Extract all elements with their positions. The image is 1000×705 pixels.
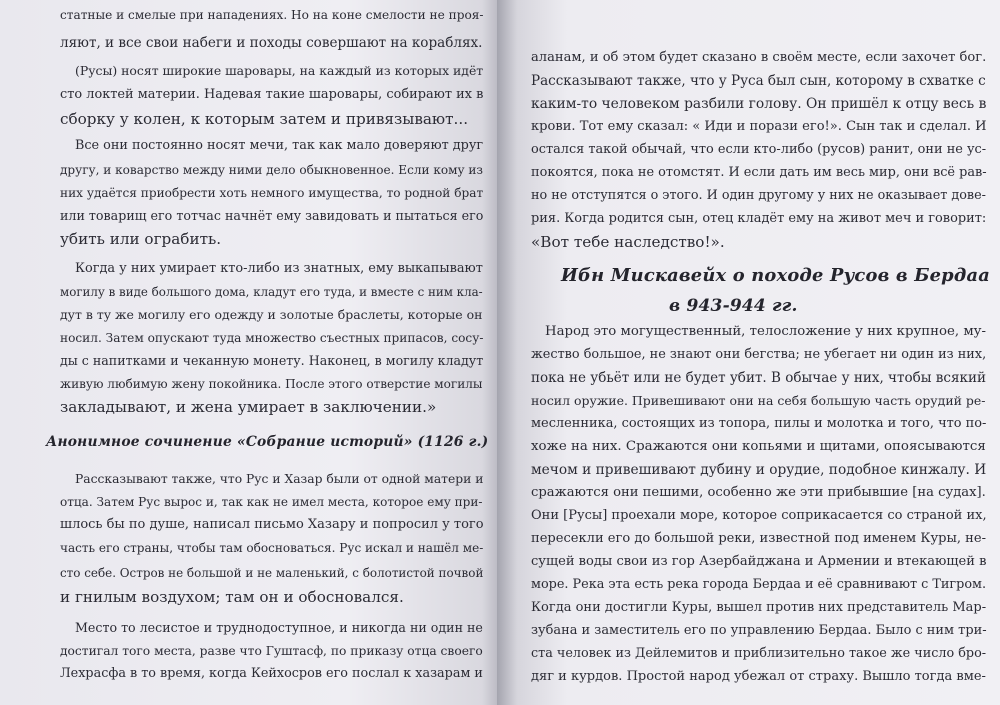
text-line: шлось бы по душе, написал письмо Хазару и попросил у того	[60, 517, 484, 532]
text-line: покоятся, пока не отомстят. И если дать им весь мир, они всё рав-	[531, 165, 987, 180]
right-page	[497, 0, 1000, 705]
text-line: Все они постоянно носят мечи, так как мало доверяют друг	[75, 138, 484, 153]
text-line: сборку у колен, к которым затем и привязывают...	[60, 110, 469, 128]
text-line: пока не убьёт или не будет убит. В обычае у них, чтобы всякий	[531, 370, 986, 386]
text-line: месленника, состоящих из топора, пилы и молотка и того, что по-	[531, 416, 987, 431]
text-line: закладывают, и жена умирает в заключении.»	[60, 398, 437, 416]
text-line: дут в ту же могилу его одежду и золотые браслеты, которые он	[60, 307, 483, 322]
text-line: Народ это могущественный, телосложение у них крупное, му-	[545, 324, 986, 339]
text-line: и гнилым воздухом; там он и обосновался.	[60, 588, 404, 606]
text-line: сущей воды свои из гор Азербайджана и Армении и втекающей в	[531, 554, 987, 569]
text-line: жество большое, не знают они бегства; не убегает ни один из них,	[531, 347, 987, 362]
text-line: хоже на них. Сражаются они копьями и щитами, опоясываются	[531, 439, 986, 454]
text-line: рия. Когда родится сын, отец кладёт ему на живот меч и говорит:	[531, 211, 987, 226]
text-line: Они [Русы] проехали море, которое соприкасается со страной их,	[531, 508, 987, 523]
text-line: ста человек из Дейлемитов и приблизительно такое же число бро-	[531, 646, 987, 661]
text-line: убить или ограбить.	[60, 230, 222, 248]
text-line: зубана и заместитель его по управлению Бердаа. Было с ним три-	[531, 623, 987, 638]
text-line: Лехрасфа в то время, когда Кейхосров его послал к хазарам и	[60, 666, 483, 681]
text-line: дяг и курдов. Простой народ убежал от страху. Вышло тогда вме-	[531, 669, 986, 684]
text-line: или товарищ его тотчас начнёт ему завидовать и пытаться его	[60, 208, 484, 223]
text-line: каким-то человеком разбили голову. Он пришёл к отцу весь в	[531, 96, 987, 112]
text-line: живую любимую жену покойника. После этого отверстие могилы	[60, 377, 483, 391]
text-line: могилу в виде большого дома, кладут его туда, и вместе с ним кла-	[60, 285, 483, 299]
text-line: другу, и коварство между ними дело обыкновенное. Если кому из	[60, 163, 483, 177]
section-heading: Анонимное сочинение «Собрание историй» (1126 г.)	[46, 434, 489, 450]
text-line: мечом и привешивают дубину и орудие, подобное кинжалу. И	[531, 462, 987, 478]
text-line: «Вот тебе наследство!».	[531, 233, 725, 251]
text-line: сражаются они пешими, особенно же эти прибывшие [на судах].	[531, 485, 986, 500]
text-line: ды с напитками и чеканную монету. Наконец, в могилу кладут	[60, 353, 484, 368]
text-line: Место то лесистое и труднодоступное, и никогда ни один не	[75, 620, 483, 635]
text-line: статные и смелые при нападениях. Но на коне смелости не проя-	[60, 8, 484, 22]
text-line: (Русы) носят широкие шаровары, на каждый из которых идёт	[75, 63, 484, 78]
text-line: пересекли его до большой реки, известной под именем Куры, не-	[531, 531, 986, 546]
section-heading-date: в 943-944 гг.	[669, 296, 798, 316]
text-line: Рассказывают также, что у Руса был сын, которому в схватке с	[531, 73, 986, 89]
text-line: Когда у них умирает кто-либо из знатных, ему выкапывают	[75, 261, 483, 276]
text-line: сто себе. Остров не большой и не маленький, с болотистой почвой	[60, 566, 484, 580]
text-line: них удаётся приобрести хоть немного имущества, то родной брат	[60, 186, 484, 200]
text-line: Когда они достигли Куры, вышел против них представитель Мар-	[531, 600, 987, 615]
text-line: море. Река эта есть река города Бердаа и её сравнивают с Тигром.	[531, 577, 987, 592]
section-heading: Ибн Мискавейх о походе Русов в Бердаа	[561, 265, 990, 286]
left-page	[0, 0, 497, 705]
text-line: достигал того места, разве что Гуштасф, по приказу отца своего	[60, 644, 483, 658]
text-line: ляют, и все свои набеги и походы совершают на кораблях.	[60, 35, 483, 51]
text-line: носил. Затем опускают туда множество съестных припасов, сосу-	[60, 331, 484, 345]
text-line: аланам, и об этом будет сказано в своём месте, если захочет бог.	[531, 50, 987, 65]
text-line: отца. Затем Рус вырос и, так как не имел места, которое ему при-	[60, 495, 483, 509]
text-line: Рассказывают также, что Рус и Хазар были от одной матери и	[75, 472, 484, 486]
text-line: но не отступятся о этого. И один другому у них не оказывает дове-	[531, 188, 986, 203]
text-line: крови. Тот ему сказал: « Иди и порази его!». Сын так и сделал. И	[531, 119, 987, 134]
text-line: сто локтей материи. Надевая такие шаровары, собирают их в	[60, 87, 484, 102]
text-line: часть его страны, чтобы там обосноваться. Рус искал и нашёл ме-	[60, 541, 484, 555]
text-line: остался такой обычай, что если кто-либо (русов) ранит, они не ус-	[531, 142, 987, 157]
text-line: носил оружие. Привешивают они на себя большую часть орудий ре-	[531, 393, 986, 408]
